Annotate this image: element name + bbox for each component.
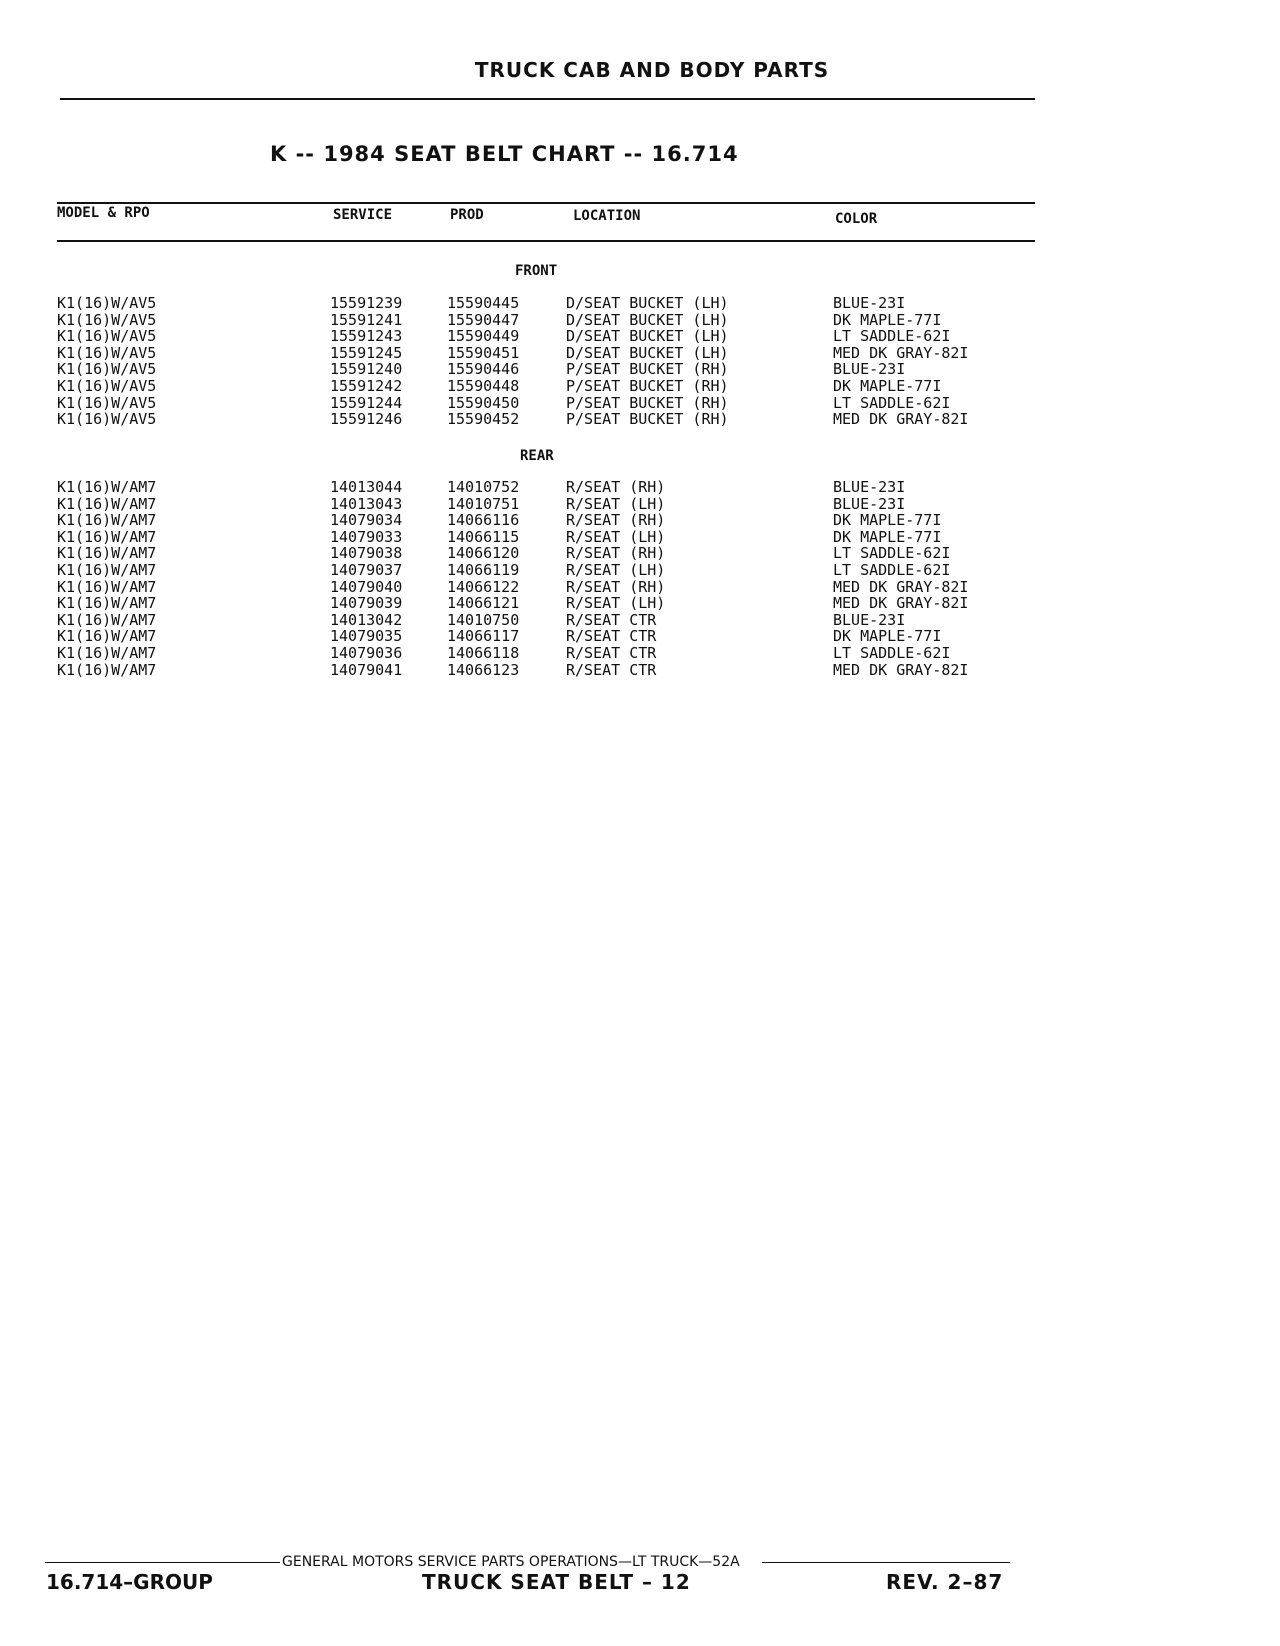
table-row xyxy=(0,361,1280,378)
cell-prod: 14066118 xyxy=(447,643,520,662)
cell-location: P/SEAT BUCKET (RH) xyxy=(566,393,729,412)
cell-color: DK MAPLE-77I xyxy=(833,627,942,646)
section-label-rear: REAR xyxy=(520,448,554,464)
table-row xyxy=(0,545,1280,562)
cell-service: 14013044 xyxy=(330,478,403,496)
table-row xyxy=(0,479,1280,496)
table-row xyxy=(0,529,1280,546)
cell-location: R/SEAT (RH) xyxy=(566,478,666,496)
section-label-front: FRONT xyxy=(515,263,558,279)
cell-location: R/SEAT (LH) xyxy=(566,560,666,579)
cell-service: 14079041 xyxy=(330,660,403,679)
header-rule xyxy=(60,98,1035,100)
table-header-rule xyxy=(57,240,1035,242)
cell-model: K1(16)W/AM7 xyxy=(57,610,157,629)
cell-service: 15591245 xyxy=(330,343,403,362)
cell-location: D/SEAT BUCKET (LH) xyxy=(566,327,729,346)
cell-model: K1(16)W/AM7 xyxy=(57,594,157,613)
cell-location: R/SEAT (LH) xyxy=(566,527,666,546)
cell-prod: 15590452 xyxy=(447,410,520,429)
chart-title: K -- 1984 SEAT BELT CHART -- 16.714 xyxy=(270,142,739,166)
cell-model: K1(16)W/AV5 xyxy=(57,360,157,379)
cell-model: K1(16)W/AM7 xyxy=(57,511,157,530)
table-row xyxy=(0,562,1280,579)
cell-color: BLUE-23I xyxy=(833,478,906,496)
cell-color: MED DK GRAY-82I xyxy=(833,594,969,613)
cell-service: 14079039 xyxy=(330,594,403,613)
cell-model: K1(16)W/AM7 xyxy=(57,527,157,546)
cell-location: R/SEAT (LH) xyxy=(566,594,666,613)
cell-prod: 15590450 xyxy=(447,393,520,412)
column-header-service: SERVICE xyxy=(333,207,393,223)
footer-revision: REV. 2–87 xyxy=(886,1570,1004,1594)
table-row xyxy=(0,612,1280,629)
cell-prod: 15590448 xyxy=(447,376,520,395)
cell-service: 14079035 xyxy=(330,627,403,646)
footer-rule-right xyxy=(762,1562,1010,1563)
footer-operations: GENERAL MOTORS SERVICE PARTS OPERATIONS—LT TRUCK—52A xyxy=(282,1554,740,1570)
table-row xyxy=(0,295,1280,312)
cell-model: K1(16)W/AV5 xyxy=(57,393,157,412)
cell-service: 15591244 xyxy=(330,393,403,412)
cell-color: DK MAPLE-77I xyxy=(833,376,942,395)
cell-color: DK MAPLE-77I xyxy=(833,527,942,546)
cell-model: K1(16)W/AV5 xyxy=(57,376,157,395)
cell-service: 15591239 xyxy=(330,294,403,312)
cell-prod: 15590445 xyxy=(447,294,520,312)
table-row xyxy=(0,662,1280,679)
cell-color: MED DK GRAY-82I xyxy=(833,577,969,596)
footer-rule-left xyxy=(45,1562,280,1563)
cell-location: R/SEAT CTR xyxy=(566,627,657,646)
table-row xyxy=(0,378,1280,395)
cell-model: K1(16)W/AM7 xyxy=(57,478,157,496)
footer-group: 16.714–GROUP xyxy=(46,1570,213,1594)
cell-service: 15591242 xyxy=(330,376,403,395)
cell-location: P/SEAT BUCKET (RH) xyxy=(566,376,729,395)
cell-location: R/SEAT (RH) xyxy=(566,577,666,596)
cell-location: P/SEAT BUCKET (RH) xyxy=(566,410,729,429)
cell-color: LT SADDLE-62I xyxy=(833,643,951,662)
cell-location: R/SEAT CTR xyxy=(566,610,657,629)
cell-service: 15591243 xyxy=(330,327,403,346)
cell-prod: 15590447 xyxy=(447,310,520,329)
column-header-location: LOCATION xyxy=(573,208,641,224)
cell-prod: 14010751 xyxy=(447,494,520,513)
cell-prod: 14066117 xyxy=(447,627,520,646)
cell-model: K1(16)W/AV5 xyxy=(57,310,157,329)
cell-location: P/SEAT BUCKET (RH) xyxy=(566,360,729,379)
table-row xyxy=(0,345,1280,362)
cell-color: DK MAPLE-77I xyxy=(833,310,942,329)
cell-model: K1(16)W/AM7 xyxy=(57,627,157,646)
footer-section: TRUCK SEAT BELT – 12 xyxy=(422,1570,691,1594)
cell-prod: 14010750 xyxy=(447,610,520,629)
cell-service: 14079040 xyxy=(330,577,403,596)
cell-prod: 15590451 xyxy=(447,343,520,362)
cell-location: R/SEAT (RH) xyxy=(566,544,666,563)
cell-model: K1(16)W/AV5 xyxy=(57,410,157,429)
cell-service: 14079033 xyxy=(330,527,403,546)
cell-model: K1(16)W/AM7 xyxy=(57,660,157,679)
cell-service: 15591240 xyxy=(330,360,403,379)
cell-prod: 14066115 xyxy=(447,527,520,546)
table-row xyxy=(0,579,1280,596)
cell-service: 14079036 xyxy=(330,643,403,662)
cell-service: 14079034 xyxy=(330,511,403,530)
cell-color: MED DK GRAY-82I xyxy=(833,343,969,362)
table-row xyxy=(0,411,1280,428)
cell-model: K1(16)W/AM7 xyxy=(57,544,157,563)
cell-color: LT SADDLE-62I xyxy=(833,560,951,579)
cell-location: D/SEAT BUCKET (LH) xyxy=(566,343,729,362)
cell-location: R/SEAT CTR xyxy=(566,643,657,662)
table-row xyxy=(0,496,1280,513)
cell-color: MED DK GRAY-82I xyxy=(833,410,969,429)
cell-color: DK MAPLE-77I xyxy=(833,511,942,530)
cell-service: 14079038 xyxy=(330,544,403,563)
cell-model: K1(16)W/AV5 xyxy=(57,343,157,362)
cell-color: LT SADDLE-62I xyxy=(833,544,951,563)
cell-model: K1(16)W/AM7 xyxy=(57,494,157,513)
cell-service: 15591246 xyxy=(330,410,403,429)
cell-color: LT SADDLE-62I xyxy=(833,327,951,346)
cell-service: 14079037 xyxy=(330,560,403,579)
cell-prod: 14066123 xyxy=(447,660,520,679)
column-header-prod: PROD xyxy=(450,207,484,223)
cell-service: 15591241 xyxy=(330,310,403,329)
cell-prod: 14066121 xyxy=(447,594,520,613)
cell-model: K1(16)W/AM7 xyxy=(57,643,157,662)
cell-service: 14013043 xyxy=(330,494,403,513)
cell-location: R/SEAT (RH) xyxy=(566,511,666,530)
cell-color: BLUE-23I xyxy=(833,294,906,312)
page-header-title: TRUCK CAB AND BODY PARTS xyxy=(474,58,830,82)
cell-prod: 14010752 xyxy=(447,478,520,496)
table-row xyxy=(0,595,1280,612)
column-header-model: MODEL & RPO xyxy=(57,205,150,221)
cell-location: R/SEAT CTR xyxy=(566,660,657,679)
table-row xyxy=(0,512,1280,529)
cell-prod: 14066119 xyxy=(447,560,520,579)
cell-service: 14013042 xyxy=(330,610,403,629)
cell-color: BLUE-23I xyxy=(833,610,906,629)
table-top-rule xyxy=(57,202,1035,204)
cell-model: K1(16)W/AV5 xyxy=(57,294,157,312)
cell-location: D/SEAT BUCKET (LH) xyxy=(566,310,729,329)
table-row xyxy=(0,395,1280,412)
cell-location: R/SEAT (LH) xyxy=(566,494,666,513)
cell-color: MED DK GRAY-82I xyxy=(833,660,969,679)
table-row xyxy=(0,312,1280,329)
cell-location: D/SEAT BUCKET (LH) xyxy=(566,294,729,312)
cell-prod: 14066120 xyxy=(447,544,520,563)
table-row xyxy=(0,328,1280,345)
rear-rows xyxy=(0,479,1280,678)
front-rows xyxy=(0,295,1280,428)
cell-prod: 14066122 xyxy=(447,577,520,596)
column-header-color: COLOR xyxy=(835,211,878,227)
cell-color: LT SADDLE-62I xyxy=(833,393,951,412)
cell-model: K1(16)W/AV5 xyxy=(57,327,157,346)
cell-prod: 15590446 xyxy=(447,360,520,379)
cell-color: BLUE-23I xyxy=(833,494,906,513)
cell-prod: 15590449 xyxy=(447,327,520,346)
table-row xyxy=(0,628,1280,645)
cell-prod: 14066116 xyxy=(447,511,520,530)
table-row xyxy=(0,645,1280,662)
cell-model: K1(16)W/AM7 xyxy=(57,577,157,596)
cell-model: K1(16)W/AM7 xyxy=(57,560,157,579)
cell-color: BLUE-23I xyxy=(833,360,906,379)
